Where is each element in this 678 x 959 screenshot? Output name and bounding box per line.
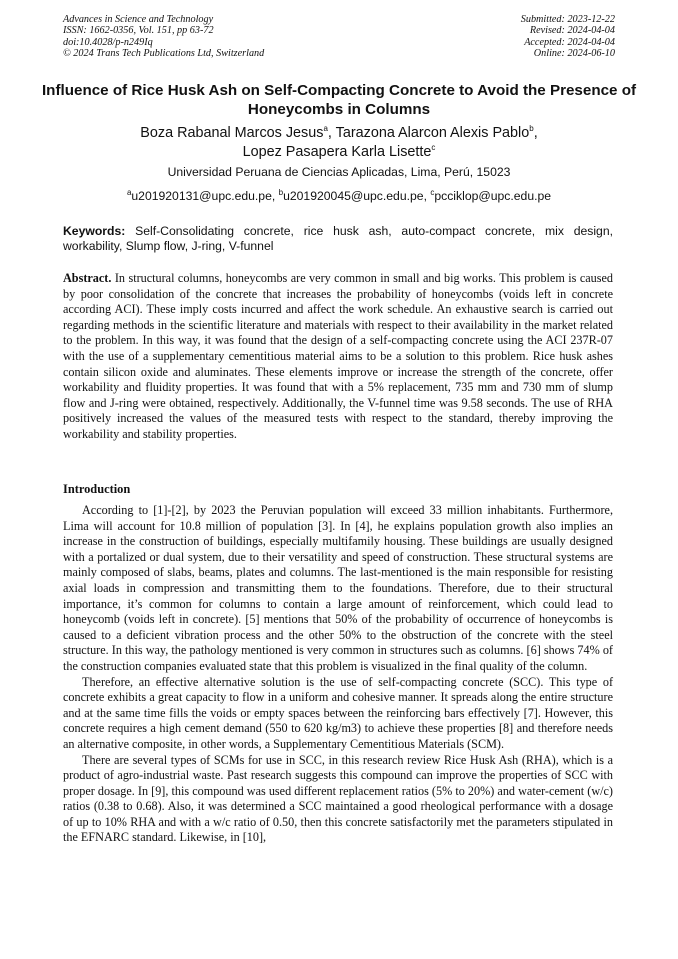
paragraph: According to [1]-[2], by 2023 the Peruvian population will exceed 33 million inhabitants. Furthermore, Lima will account for 10.8 million of population [3]. In [4], he explains population growth also implies an increase in the construction of buildings, especially multifamily housing. These buildings are usually designed with a portalized or dual system, due to their versatility and speed of construction. These structural systems are mainly composed of slabs, beams, plates and columns. The last-mentioned is the main responsible for resisting axial loads in compression and transmitting them to the foundations. Therefore, due to their structural importance, it’s common for columns to contain a large amount of reinforcement, which could lead to honeycomb (voids left in concrete). [5] mentions that 50% of the probability of occurrence of honeycombs is caused to a deficient vibration process and the other 50% to the obstruction of the concrete with the steel structure. In this way, the pathology mentioned is very common in structures such as columns. [6] shows 74% of the construction companies evaluated state that this problem is visualized in the final quality of the column.	[63, 503, 613, 673]
accepted-date: Accepted: 2024-04-04	[524, 36, 615, 48]
email-link[interactable]: pcciklop@upc.edu.pe	[434, 189, 552, 203]
email-link[interactable]: u201920045@upc.edu.pe	[283, 189, 424, 203]
copyright: © 2024 Trans Tech Publications Ltd, Switzerland	[63, 48, 265, 60]
journal-info	[63, 14, 264, 60]
keywords-block	[63, 224, 613, 253]
abstract-text: In structural columns, honeycombs are very common in small and big works. This problem is caused by poor consolidation of the concrete that increases the probability of honeycombs (voids left in concrete according ACI). These imply costs incurred and affect the work schedule. An exhaustive search is carried out regarding methods in the scientific literature and materials with respect to their availability in the market related to the problem. In this way, it was found that the design of a self-compacting concrete using the ACI 237R-07 with the use of a supplementary cementitious material aims to be a solution to this problem. Rice husk ashes contain silicon oxide and aluminates. These elements improve or increase the strength of the concrete, offer workability and fluidity properties. It was found that with a 5% replacement, 735 mm and 730 mm of slump flow and J-ring were obtained, respectively. Additionally, the V-funnel time was 9.58 seconds. The use of RHA positively increased the values of the measured tests with respect to the standard, thereby improving the workability and stability properties.	[63, 271, 614, 441]
section-heading: Introduction	[63, 482, 131, 496]
introduction-body	[63, 503, 613, 846]
online-date: Online: 2024-06-10	[533, 48, 615, 60]
paragraph: There are several types of SCMs for use in SCC, in this research review Rice Husk Ash (RHA), which is a product of agro-industrial waste. Past research suggests this compound can improve the properties of SCC with proper dosage. In [9], this compound was used different replacement ratios (5% to 20%) and water-cement (w/c) ratios (0.38 to 0.68). Also, it was determined a SCC maintained a good rheological performance with a dosage of up to 10% RHA and with a w/c ratio of 0.50, then this concrete satisfactorily met the parameters stipulated in the EFNARC standard. Likewise, in [10],	[63, 752, 613, 845]
email-mark: b	[278, 187, 284, 197]
keywords-label: Keywords:	[63, 224, 126, 238]
author-name: Boza Rabanal Marcos Jesus	[140, 125, 324, 141]
email-link[interactable]: u201920131@upc.edu.pe	[131, 189, 272, 203]
email-list: $^a$u201920131@upc.edu.pe, $^b$u201920045@upc.edu.pe, $^c$pcciklop@upc.edu.pe	[126, 187, 552, 203]
paragraph: Therefore, an effective alternative solution is the use of self-compacting concrete (SCC). This type of concrete exhibits a great capacity to flow in a uniform and cohesive manner. It spreads along the entire structure and at the same time fills the voids or empty spaces between the reinforcing bars effectively [7]. However, this concrete requires a high cement demand (550 to 620 kg/m3) to achieve these properties [8] and therefore needs an alternative composite, in other words, a Supplementary Cementitious Materials (SCM).	[63, 674, 613, 751]
revised-date: Revised: 2024-04-04	[529, 25, 615, 37]
journal-name: Advances in Science and Technology	[63, 14, 214, 25]
issn: ISSN: 1662-0356, Vol. 151, pp 63-72	[63, 25, 214, 37]
author-name: Lopez Pasapera Karla Lisette	[242, 144, 432, 160]
email-mark: c	[430, 187, 435, 197]
keywords-text: Self-Consolidating concrete, rice husk ash, auto-compact concrete, mix design, workability, Slump flow, J-ring, V-funnel	[63, 224, 613, 253]
abstract-block	[63, 271, 613, 443]
author-mark: b	[529, 124, 534, 134]
doi: doi:10.4028/p-n249Iq	[63, 36, 153, 48]
author-mark: c	[431, 143, 436, 153]
email-mark: a	[126, 187, 132, 197]
paper-title: Influence of Rice Husk Ash on Self-Compacting Concrete to Avoid the Presence of Honeycombs in Columns	[41, 82, 637, 118]
author-list: Boza Rabanal Marcos Jesus$^a$, Tarazona Alarcon Alexis Pablo$^b$, Lopez Pasapera Karla Lisette$^c$	[140, 124, 538, 160]
submitted-date: Submitted: 2023-12-22	[520, 14, 615, 25]
affiliation: Universidad Peruana de Ciencias Aplicadas, Lima, Perú, 15023	[167, 165, 511, 179]
author-mark: a	[323, 124, 328, 134]
abstract-label: Abstract.	[63, 271, 112, 285]
publication-dates	[521, 14, 615, 60]
author-name: Tarazona Alarcon Alexis Pablo	[335, 125, 530, 141]
